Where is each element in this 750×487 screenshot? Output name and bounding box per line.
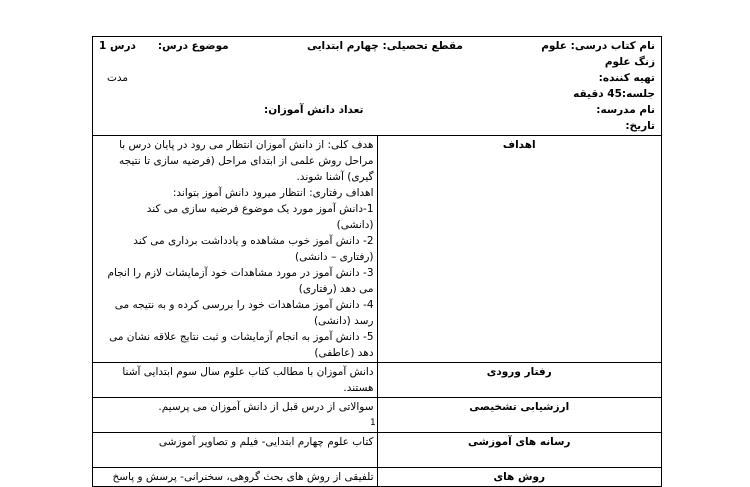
lesson-plan-document <box>92 36 662 487</box>
diagnostic-assessment-row <box>93 398 662 433</box>
media-label: رسانه های آموزشی <box>377 433 662 468</box>
student-count: تعداد دانش آموزان: <box>264 104 364 116</box>
header-line-2 <box>96 54 658 70</box>
session-duration: جلسه:45 دقیقه <box>573 88 655 100</box>
bell-name: زنگ علوم <box>604 56 655 68</box>
methods-row <box>93 468 662 487</box>
methods-content: تلفیقی از روش های بحث گروهی، سخنرانی- پرسش و پاسخ <box>93 468 378 487</box>
preparer-label: تهیه کننده: <box>598 72 655 84</box>
methods-label: روش های <box>377 468 662 487</box>
goals-row <box>93 136 662 363</box>
entry-behavior-label: رفتار ورودی <box>377 363 662 398</box>
page-number: 1 <box>370 418 376 428</box>
header-line-5 <box>96 102 658 118</box>
media-row <box>93 433 662 468</box>
lesson-plan-table <box>92 36 662 487</box>
header-line-4 <box>96 86 658 102</box>
lesson-number: درس 1 <box>99 40 136 52</box>
entry-behavior-content: دانش آموزان با مطالب کتاب علوم سال سوم ابتدایی آشنا هستند. <box>93 363 378 398</box>
diagnostic-assessment-content: سوالاتی از درس قبل از دانش آموزان می پرسیم. <box>93 398 378 433</box>
duration-label: مدت <box>107 72 129 84</box>
entry-behavior-row <box>93 363 662 398</box>
school-name: نام مدرسه: <box>596 104 655 116</box>
diagnostic-assessment-label: ارزشیابی تشخیصی <box>377 398 662 433</box>
date-label: تاریخ: <box>625 120 655 132</box>
lesson-subject: موضوع درس: <box>157 40 229 52</box>
grade-level: مقطع تحصیلی: چهارم ابتدایی <box>306 40 463 52</box>
header-line-6 <box>96 118 658 134</box>
media-content: کتاب علوم چهارم ابتدایی- فیلم و تصاویر آموزشی <box>93 433 378 468</box>
header-row <box>93 37 662 136</box>
goals-label: اهداف <box>377 136 662 363</box>
book-name: نام کتاب درسی: علوم <box>541 40 655 52</box>
header-line-3 <box>96 70 658 86</box>
header-line-1 <box>96 38 658 54</box>
goals-content: هدف کلی: از دانش آموزان انتظار می رود در پایان درس با مراحل روش علمی از ابتدای مراحل (فرضیه سازی تا نتیجه گیری) آشنا شوند. اهداف رفتاری: انتظار میرود دانش آموز بتواند: 1-دانش آموز مورد یک موضوع فرضیه سازی می کند (دانشی) 2- دانش آموز خوب مشاهده و یادداشت برداری می کند (رفتاری – دانشی) 3- دانش آموز در مورد مشاهدات خود آزمایشات لازم را انجام می دهد (رفتاری) 4- دانش آموز مشاهدات خود را بررسی کرده و به نتیجه می رسد (دانشی) 5- دانش آموز به انجام آزمایشات و ثبت نتایج علاقه نشان می دهد (عاطفی) <box>93 136 378 363</box>
header-cell <box>93 37 662 136</box>
